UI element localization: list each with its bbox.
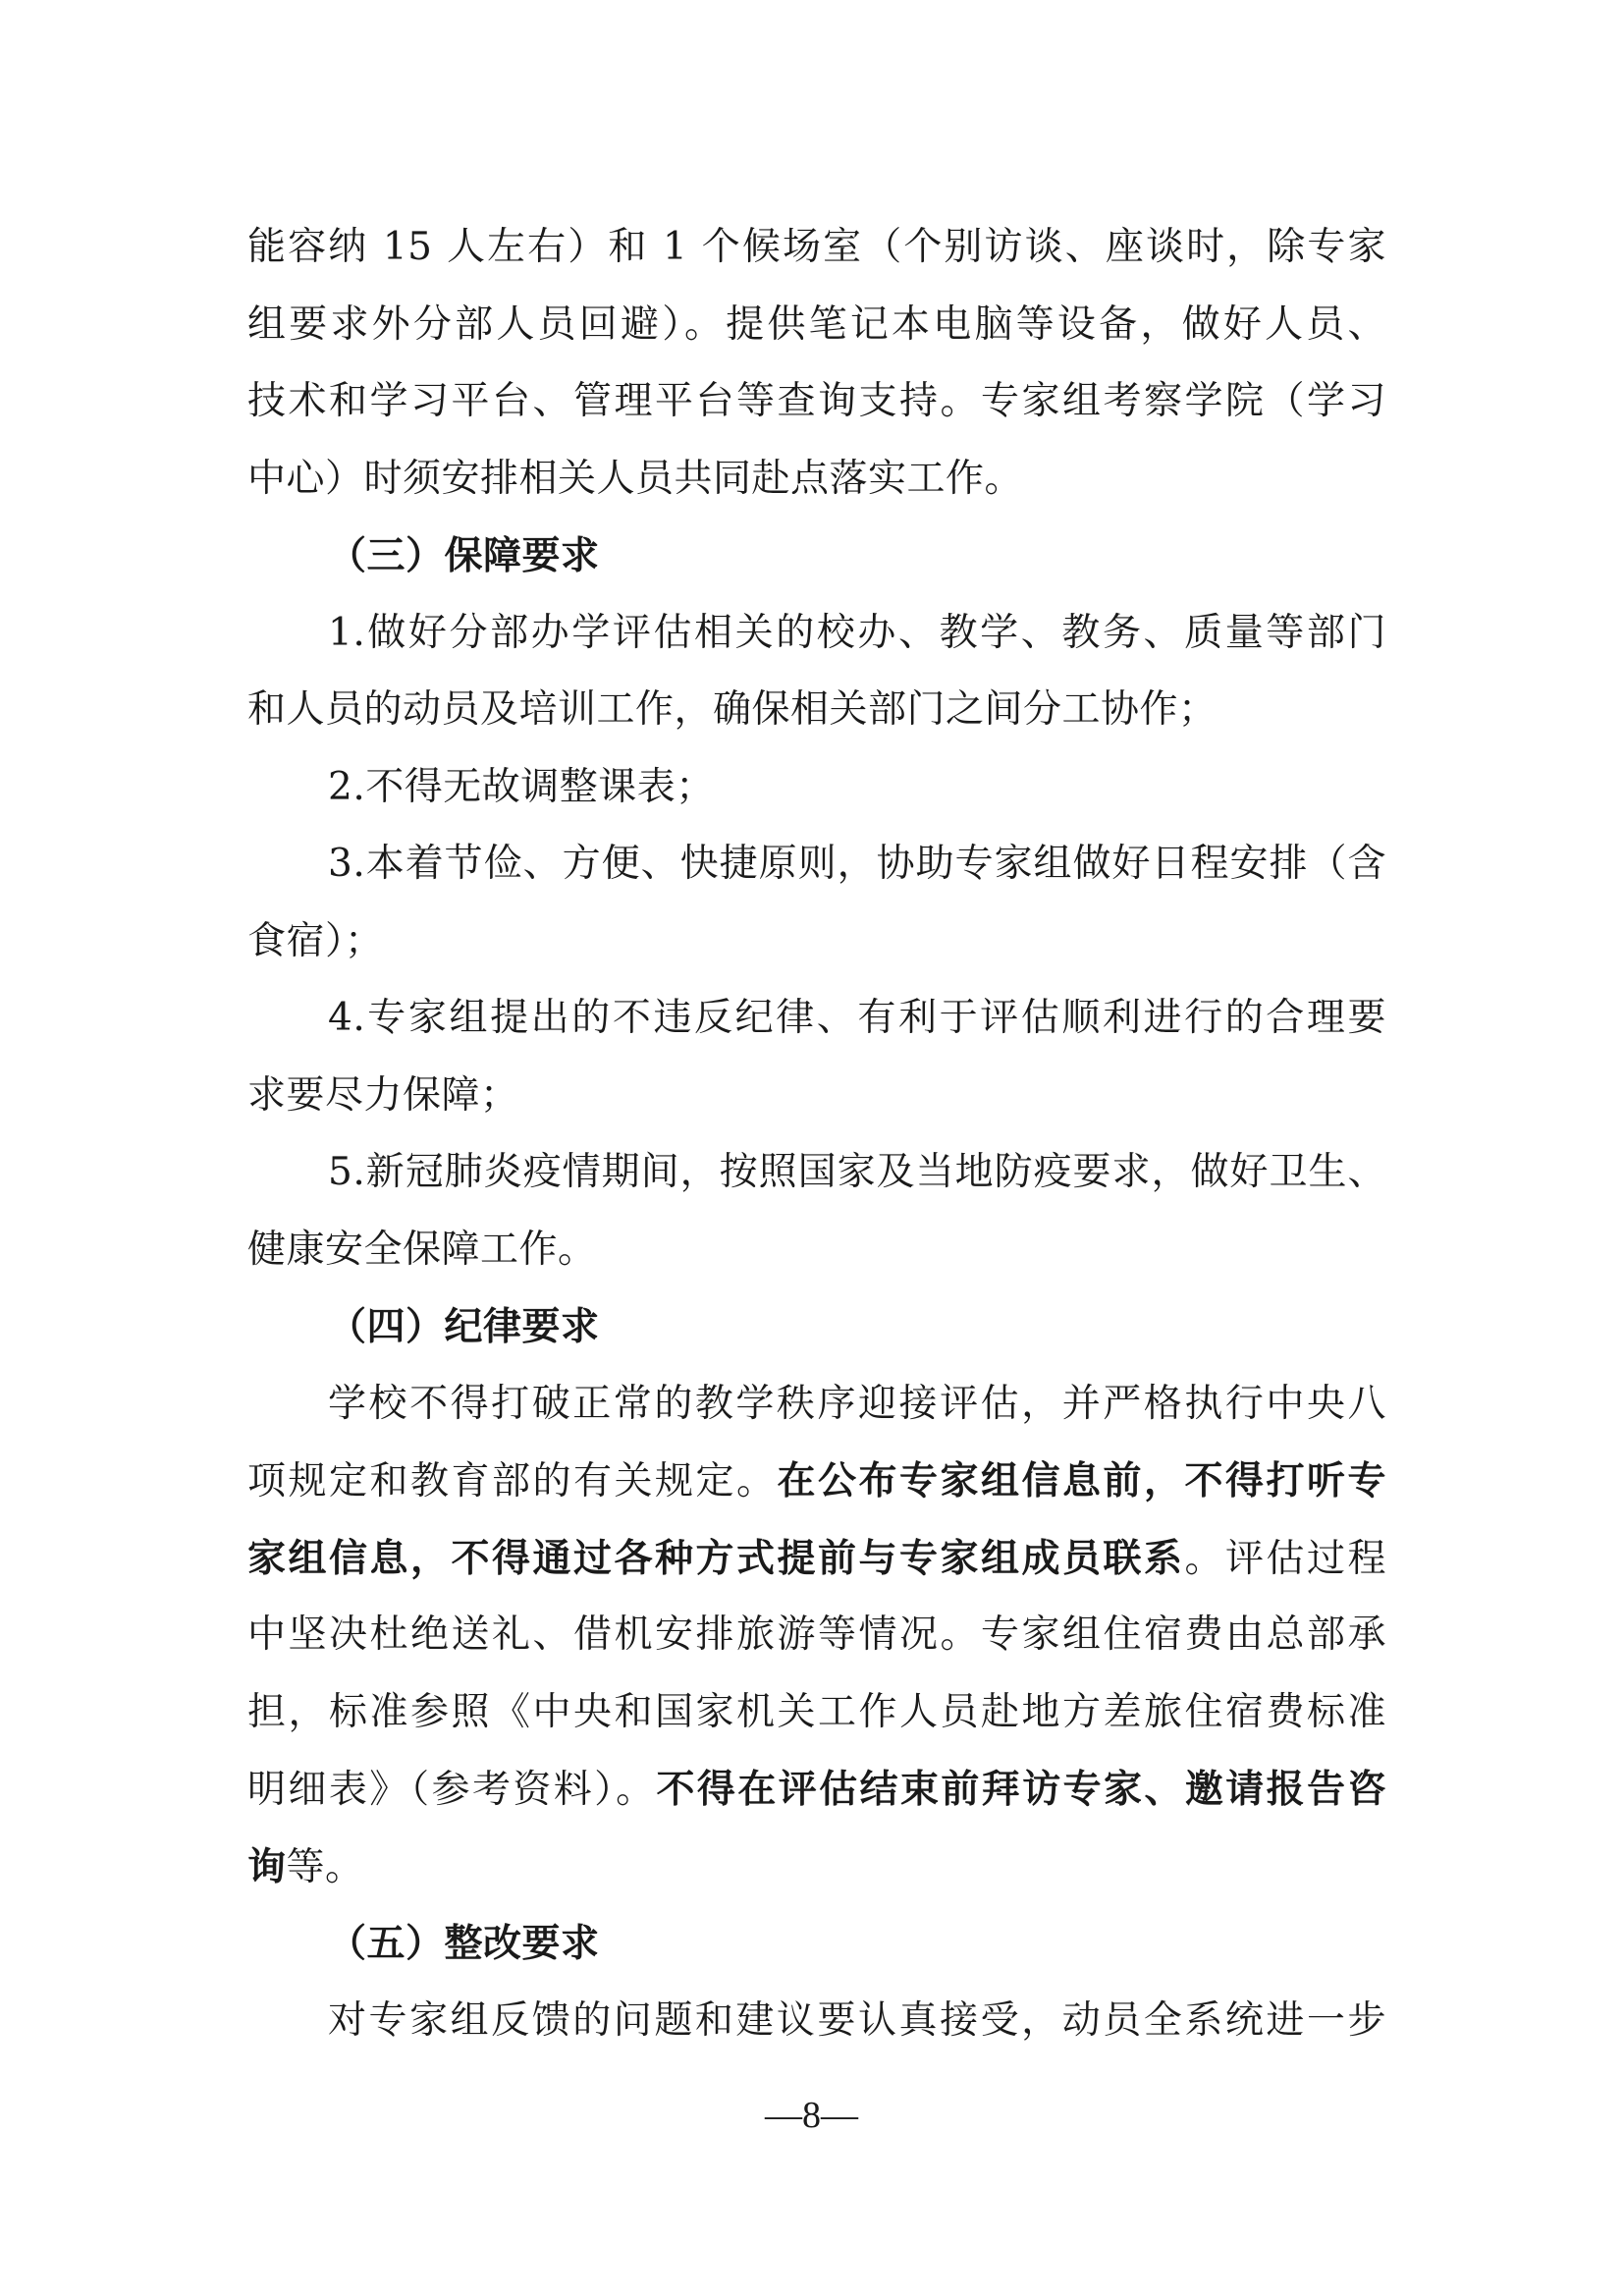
- paragraph-line: 技术和学习平台、管理平台等查询支持。专家组考察学院（学习: [247, 379, 1386, 423]
- paragraph-line: 明细表》（参考资料）。不得在评估结束前拜访专家、邀请报告咨: [247, 1767, 1386, 1812]
- list-item-5: 5.新冠肺炎疫情期间，按照国家及当地防疫要求，做好卫生、: [328, 1150, 1386, 1194]
- emphasis-text: 家组信息，不得通过各种方式提前与专家组成员联系: [247, 1535, 1185, 1581]
- emphasis-text: 询: [247, 1843, 287, 1889]
- paragraph-line: 学校不得打破正常的教学秩序迎接评估，并严格执行中央八: [328, 1381, 1386, 1426]
- paragraph-line: 对专家组反馈的问题和建议要认真接受，动员全系统进一步: [328, 1997, 1386, 2043]
- paragraph-line: 组要求外分部人员回避）。提供笔记本电脑等设备，做好人员、: [247, 301, 1386, 347]
- paragraph-line: 中坚决杜绝送礼、借机安排旅游等情况。专家组住宿费由总部承: [247, 1613, 1386, 1657]
- section-heading-3: （三）保障要求: [328, 533, 600, 578]
- page-number: —8—: [765, 2095, 858, 2136]
- paragraph-line: 家组信息，不得通过各种方式提前与专家组成员联系。评估过程: [247, 1535, 1386, 1581]
- list-item-2: 2.不得无故调整课表；: [328, 764, 715, 809]
- emphasis-text: 在公布专家组信息前，不得打听专: [777, 1458, 1386, 1503]
- list-item-1: 1.做好分部办学评估相关的校办、教学、教务、质量等部门: [328, 610, 1386, 655]
- paragraph-line: 项规定和教育部的有关规定。在公布专家组信息前，不得打听专: [247, 1458, 1386, 1503]
- paragraph-line: 和人员的动员及培训工作，确保相关部门之间分工协作；: [247, 687, 1217, 732]
- paragraph-line: 求要尽力保障；: [247, 1072, 519, 1118]
- section-heading-4: （四）纪律要求: [328, 1304, 600, 1349]
- list-item-4: 4.专家组提出的不违反纪律、有利于评估顺利进行的合理要: [328, 996, 1386, 1040]
- paragraph-line: 食宿）；: [247, 918, 384, 963]
- paragraph-line: 中心）时须安排相关人员共同赴点落实工作。: [247, 456, 1024, 501]
- list-item-3: 3.本着节俭、方便、快捷原则，协助专家组做好日程安排（含: [328, 842, 1386, 886]
- section-heading-5: （五）整改要求: [328, 1921, 600, 1966]
- emphasis-text: 不得在评估结束前拜访专家、邀请报告咨: [656, 1767, 1386, 1812]
- body-text: [247, 209, 1386, 2059]
- paragraph-line: 健康安全保障工作。: [247, 1227, 597, 1272]
- paragraph-line: 担，标准参照《中央和国家机关工作人员赴地方差旅住宿费标准: [247, 1689, 1386, 1734]
- paragraph-line: 能容纳 15 人左右）和 1 个候场室（个别访谈、座谈时，除专家: [247, 225, 1386, 269]
- paragraph-line: 询等。: [247, 1843, 364, 1889]
